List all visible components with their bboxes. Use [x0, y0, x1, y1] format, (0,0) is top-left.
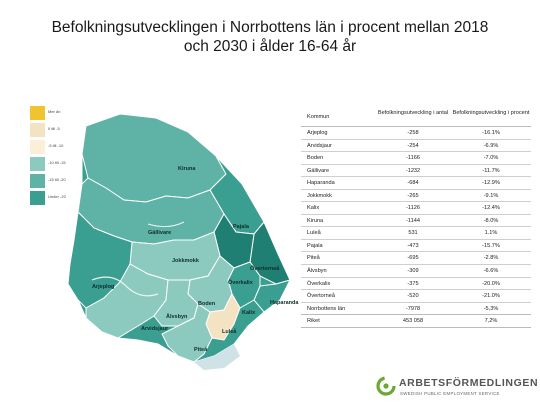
- table-row: [301, 303, 531, 316]
- cell-kommun: Luleå: [307, 230, 321, 237]
- cell-kommun: Norrbottens län: [307, 305, 346, 312]
- cell-procent: -16.1%: [482, 130, 500, 136]
- region-label-kalix: Kalix: [242, 310, 256, 316]
- cell-antal: -375: [407, 280, 419, 287]
- logo-subtitle: SWEDISH PUBLIC EMPLOYMENT SERVICE: [400, 391, 500, 396]
- cell-procent: -20.0%: [482, 280, 500, 287]
- legend: [28, 104, 86, 208]
- region-label-jokkmokk: Jokkmokk: [172, 258, 199, 264]
- cell-kommun: Överkalix: [307, 280, 331, 287]
- cell-antal: -1126: [406, 205, 420, 212]
- header-kommun: Kommun: [307, 114, 330, 120]
- region-label-pajala: Pajala: [233, 224, 249, 230]
- region-label-kiruna: Kiruna: [178, 166, 196, 172]
- cell-antal: -695: [407, 255, 419, 262]
- region-label-overkalix: Överkalix: [228, 280, 253, 286]
- table-body: [301, 127, 531, 328]
- cell-procent: -6.9%: [483, 142, 499, 149]
- cell-kommun: Arjeplog: [307, 130, 328, 136]
- cell-antal: -1166: [406, 155, 420, 162]
- region-label-lulea: Luleå: [222, 329, 237, 335]
- cell-kommun: Haparanda: [307, 180, 335, 187]
- region-label-alvsbyn: Älvsbyn: [166, 314, 188, 320]
- cell-kommun: Älvsbyn: [307, 268, 327, 275]
- legend-item: [30, 106, 86, 120]
- cell-antal: 531: [408, 230, 418, 237]
- legend-swatch: [30, 157, 45, 171]
- cell-antal: -309: [407, 268, 419, 275]
- table-row: [301, 227, 531, 240]
- cell-antal: -1144: [406, 217, 420, 224]
- legend-item: [30, 123, 86, 137]
- legend-item: [30, 140, 86, 154]
- cell-procent: -8.0%: [483, 217, 499, 224]
- cell-kommun: Boden: [307, 155, 324, 162]
- table-row: [301, 140, 531, 153]
- logo-mark-icon: [376, 376, 396, 396]
- cell-antal: -258: [407, 130, 419, 136]
- table-row: [301, 315, 531, 328]
- cell-kommun: Kiruna: [307, 217, 324, 224]
- cell-antal: -684: [407, 180, 419, 187]
- table-row: [301, 127, 531, 140]
- cell-kommun: Piteå: [307, 255, 320, 262]
- table-row: [301, 240, 531, 253]
- cell-antal: 453 058: [402, 318, 424, 325]
- table-row: [301, 177, 531, 190]
- cell-kommun: Riket: [307, 318, 320, 325]
- logo-name: ARBETSFÖRMEDLINGEN: [399, 377, 539, 389]
- cell-procent: -5,3%: [483, 305, 499, 312]
- page-title: Befolkningsutvecklingen i Norrbottens län i procent mellan 2018 och 2030 i ålder 16-64 år: [51, 19, 489, 55]
- region-label-arjeplog: Arjeplog: [92, 284, 115, 290]
- cell-antal: -473: [407, 242, 419, 249]
- region-label-overtornea: Övertorneå: [250, 266, 280, 272]
- region-label-haparanda: Haparanda: [270, 300, 299, 306]
- table-row: [301, 265, 531, 278]
- cell-procent: 7,2%: [484, 318, 498, 325]
- legend-swatch: [30, 174, 45, 188]
- cell-antal: -1232: [405, 167, 421, 174]
- legend-label: -15 till -20: [48, 177, 66, 182]
- cell-kommun: Gällivare: [307, 167, 330, 174]
- legend-swatch: [30, 191, 45, 205]
- cell-kommun: Övertorneå: [307, 293, 335, 300]
- arbetsformedlingen-logo: [376, 374, 539, 402]
- region-label-arvidsjaur: Arvidsjaur: [141, 326, 169, 332]
- table-row: [301, 290, 531, 303]
- cell-procent: -12.9%: [482, 180, 500, 187]
- legend-label: Under -20: [48, 194, 66, 199]
- cell-procent: -11.7%: [482, 167, 500, 174]
- legend-item: [30, 157, 86, 171]
- legend-item: [30, 191, 86, 205]
- legend-swatch: [30, 140, 45, 154]
- legend-label: -5 till -10: [48, 143, 64, 148]
- table-row: [301, 215, 531, 228]
- cell-antal: -7978: [405, 305, 421, 312]
- cell-procent: -2.8%: [483, 255, 499, 262]
- legend-swatch: [30, 123, 45, 137]
- cell-antal: -265: [407, 192, 419, 199]
- legend-label: Mer än: [48, 109, 61, 114]
- region-label-gallivare: Gällivare: [148, 230, 172, 236]
- table-row: [301, 152, 531, 165]
- table-header: [301, 107, 531, 127]
- cell-procent: -6.6%: [483, 268, 499, 275]
- cell-kommun: Pajala: [307, 242, 323, 249]
- header-antal: Befolkningsutveckling i antal: [377, 110, 449, 116]
- table-row: [301, 202, 531, 215]
- region-label-boden: Boden: [198, 301, 216, 307]
- cell-kommun: Arvidsjaur: [307, 142, 332, 149]
- cell-antal: -254: [407, 142, 419, 149]
- legend-label: 0 till -5: [48, 126, 60, 131]
- cell-procent: -15.7%: [482, 242, 500, 249]
- cell-procent: -21.0%: [482, 293, 500, 300]
- table-row: [301, 252, 531, 265]
- cell-procent: 1.1%: [484, 230, 498, 237]
- municipality-map: [28, 104, 299, 372]
- legend-item: [30, 174, 86, 188]
- cell-procent: -12.4%: [482, 205, 500, 212]
- cell-antal: -520: [407, 293, 419, 300]
- region-label-pitea: Piteå: [194, 347, 208, 353]
- header-procent: Befolkningsutveckling i procent: [452, 110, 530, 116]
- table-row: [301, 165, 531, 178]
- cell-procent: -7.0%: [483, 155, 499, 162]
- cell-procent: -9.1%: [483, 192, 499, 199]
- legend-label: -10 till -15: [48, 160, 66, 165]
- table-row: [301, 190, 531, 203]
- cell-kommun: Jokkmokk: [307, 192, 332, 199]
- legend-swatch: [30, 106, 45, 120]
- cell-kommun: Kalix: [307, 205, 320, 212]
- population-table: [301, 107, 531, 328]
- table-row: [301, 278, 531, 291]
